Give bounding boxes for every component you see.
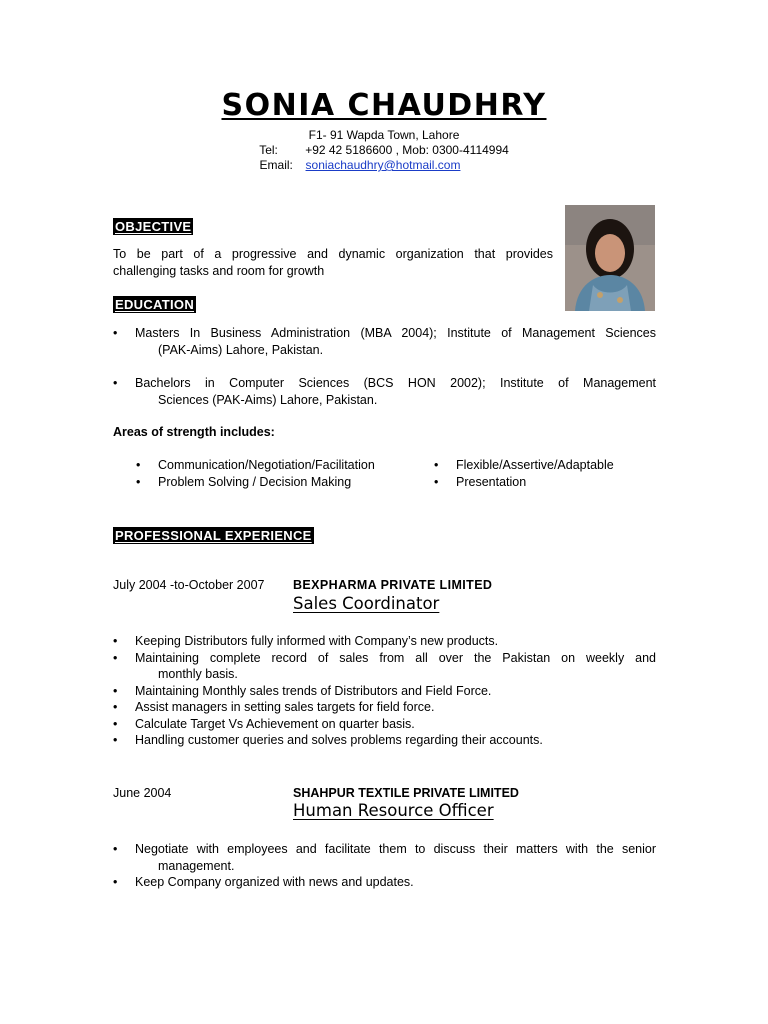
objective-text: To be part of a progressive and dynamic organization that provides challenging tasks and room for growth	[113, 247, 553, 278]
list-item: • Presentation	[434, 474, 527, 489]
portrait-image	[565, 205, 655, 311]
job-2-duties	[113, 841, 656, 891]
list-item: • Keep Company organized with news and updates.	[113, 875, 414, 889]
experience-heading: PROFESSIONAL EXPERIENCE	[115, 528, 312, 543]
strengths-right-list	[434, 457, 664, 490]
list-item: • Calculate Target Vs Achievement on quarter basis.	[113, 716, 415, 731]
objective-heading: OBJECTIVE	[115, 219, 192, 234]
job-1-company: BEXPHARMA PRIVATE LIMITED	[293, 578, 493, 592]
education-heading: EDUCATION	[115, 297, 195, 312]
job-1-dates: July 2004 -to-October 2007	[113, 578, 265, 592]
job-2-dates: June 2004	[113, 786, 172, 800]
list-item: • Communication/Negotiation/Facilitation	[136, 458, 375, 472]
job-1-title: Sales Coordinator	[293, 594, 440, 613]
list-item: • Problem Solving / Decision Making	[136, 474, 352, 489]
list-item: • Negotiate with employees and facilitate them to discuss their matters with the senior management.	[113, 842, 656, 873]
email-line: Email: soniachaudhry@hotmail.com	[259, 158, 461, 172]
job-2-company: SHAHPUR TEXTILE PRIVATE LIMITED	[293, 786, 519, 800]
list-item: • Masters In Business Administration (MBA 2004); Institute of Management Sciences (PAK-Aims) Lahore, Pakistan.	[113, 326, 656, 357]
candidate-name: SONIA CHAUDHRY	[221, 88, 547, 123]
list-item: • Maintaining Monthly sales trends of Distributors and Field Force.	[113, 683, 492, 698]
strengths-heading: Areas of strength includes:	[113, 425, 275, 439]
list-item: • Handling customer queries and solves problems regarding their accounts.	[113, 733, 543, 747]
profile-photo	[565, 205, 655, 311]
email-link[interactable]: soniachaudhry@hotmail.com	[305, 158, 461, 172]
address-line: F1- 91 Wapda Town, Lahore	[308, 128, 460, 142]
job-2-title: Human Resource Officer	[293, 801, 494, 820]
list-item: • Flexible/Assertive/Adaptable	[434, 458, 614, 472]
list-item: • Keeping Distributors fully informed with Company’s new products.	[113, 634, 499, 648]
job-1-duties	[113, 633, 656, 749]
education-list	[113, 325, 656, 408]
list-item: • Maintaining complete record of sales from all over the Pakistan on weekly and monthly basis.	[113, 650, 656, 681]
list-item: • Assist managers in setting sales targets for field force.	[113, 700, 435, 714]
strengths-left-list	[136, 457, 416, 490]
list-item: • Bachelors in Computer Sciences (BCS HON 2002); Institute of Management Sciences (PAK-Aims) Lahore, Pakistan.	[113, 376, 656, 407]
phone-line: Tel: +92 42 5186600 , Mob: 0300-4114994	[259, 143, 509, 157]
